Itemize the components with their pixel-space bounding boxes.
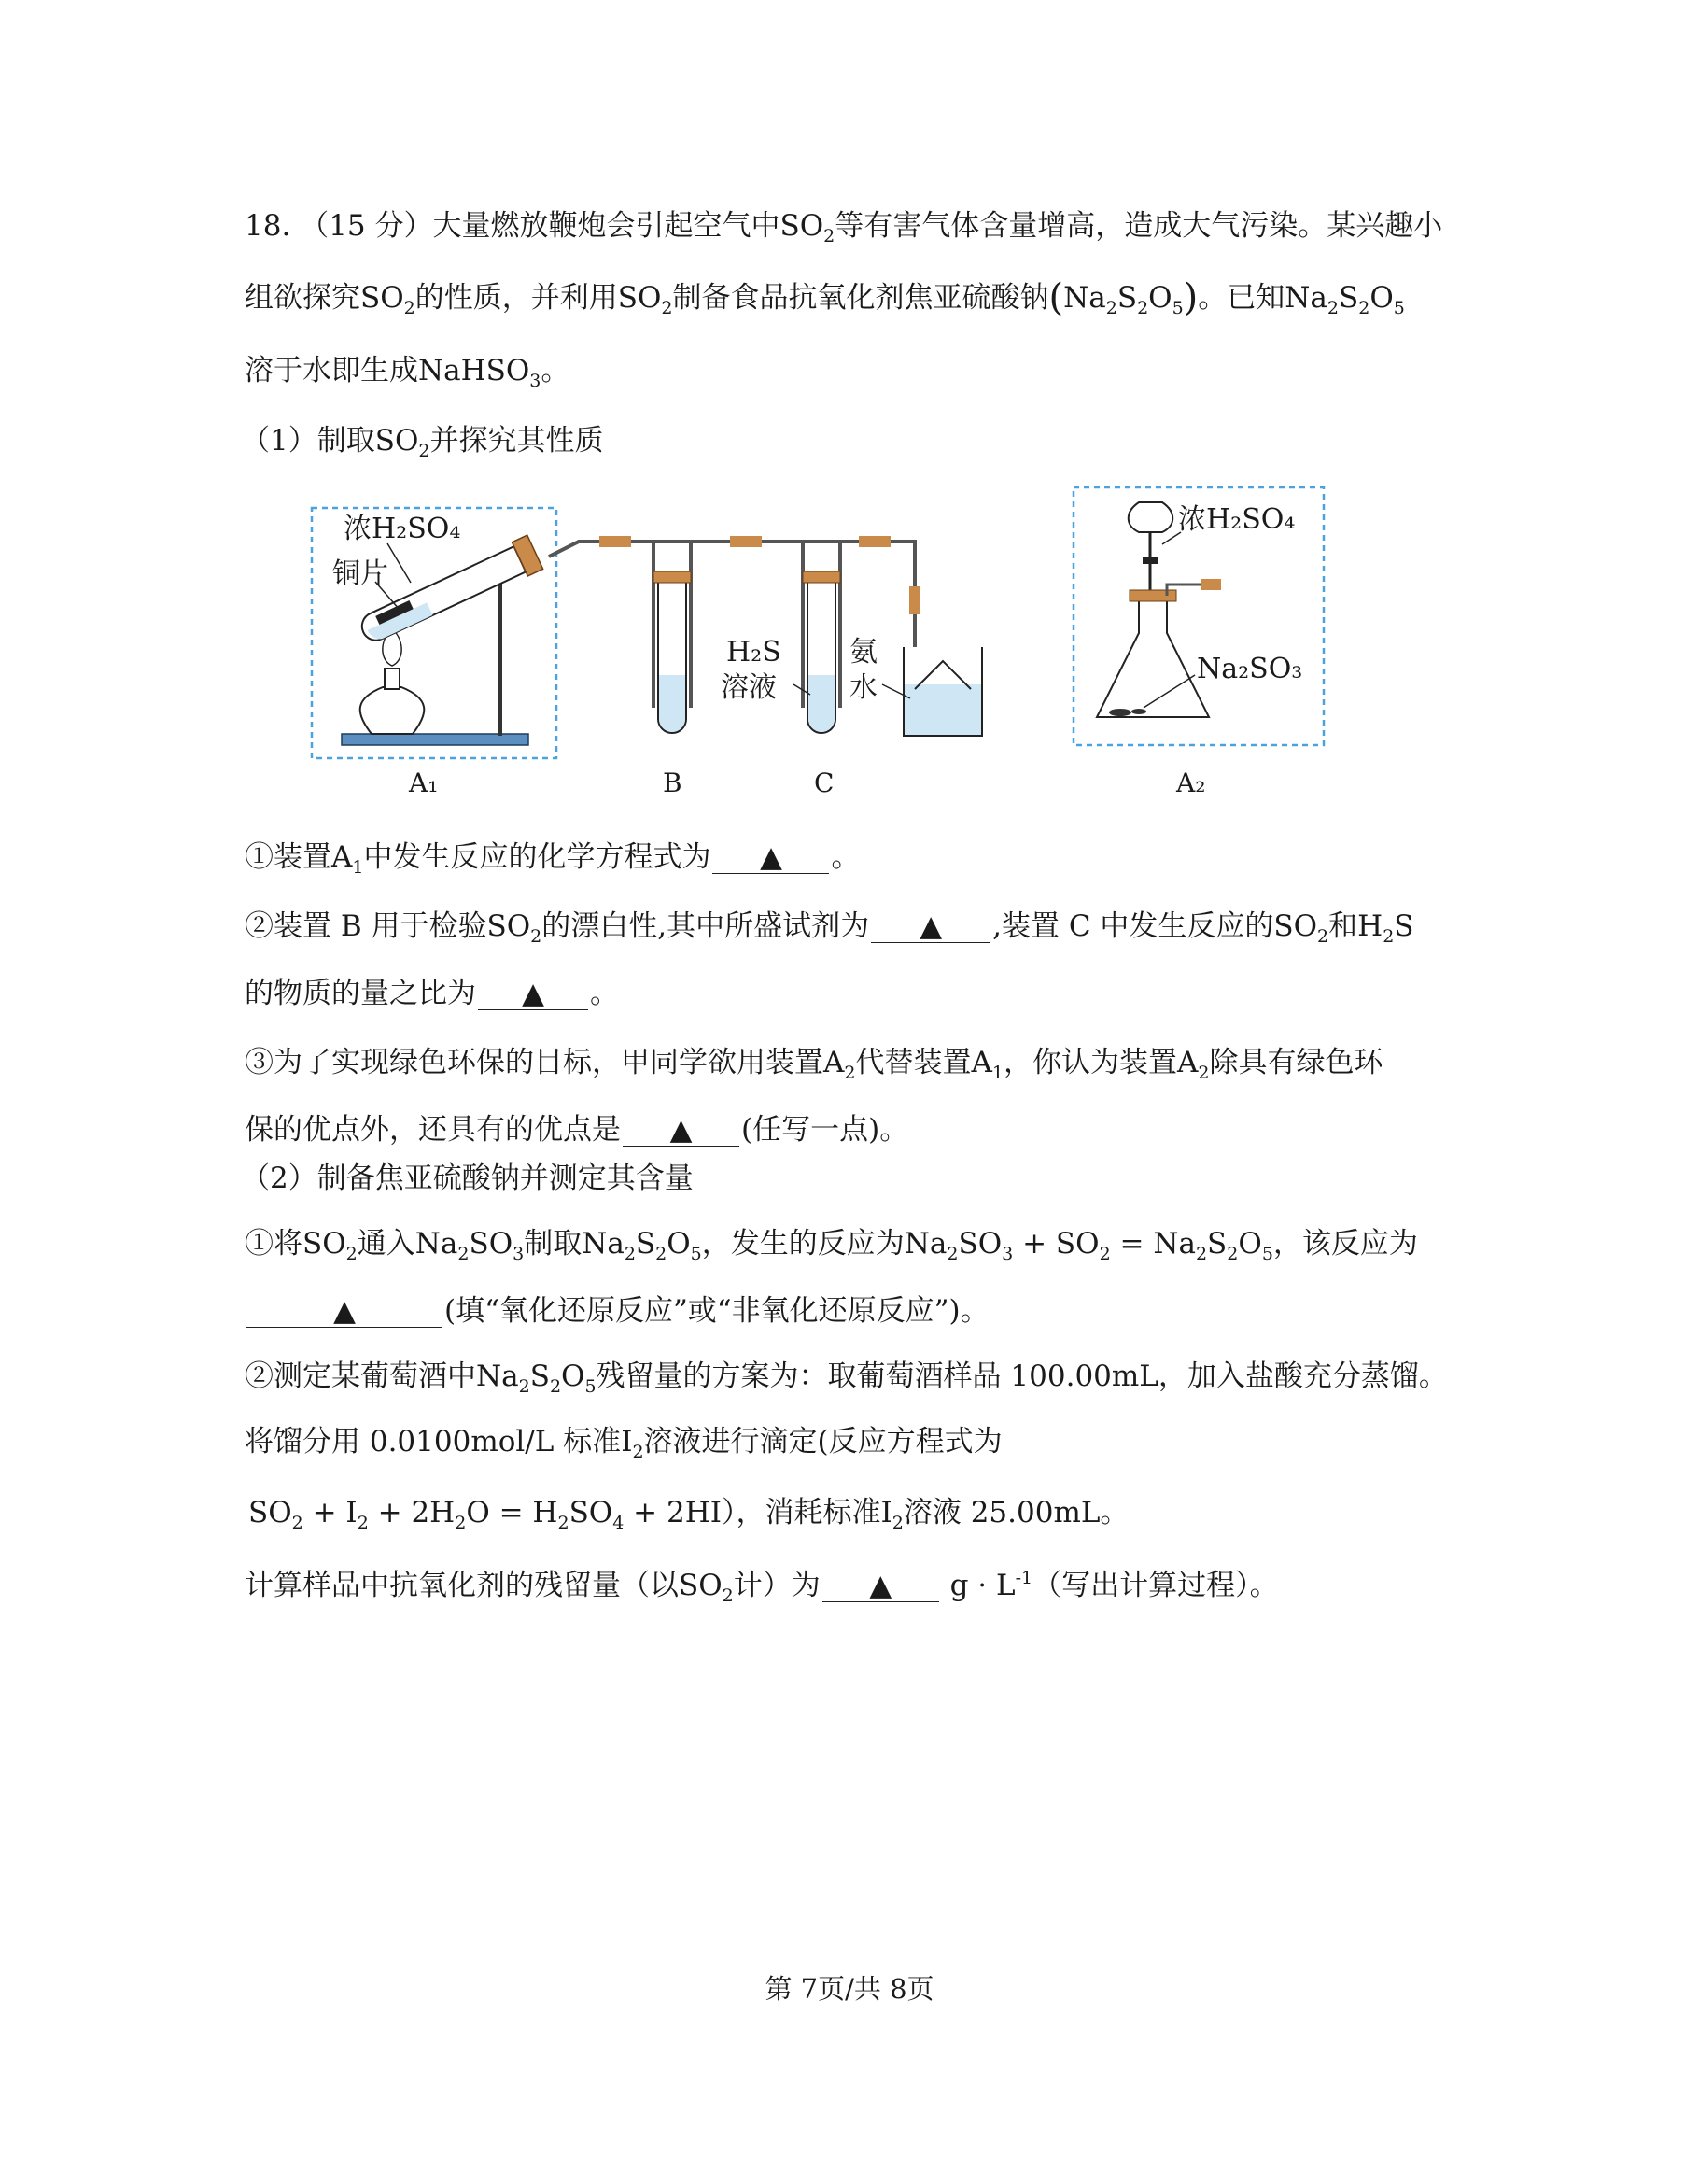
q-text: ②测定某葡萄酒中 — [245, 1360, 476, 1393]
question-score: （15 分） — [300, 209, 433, 243]
q-text: 制取 — [524, 1227, 583, 1261]
q-text: 和 — [1328, 909, 1358, 943]
label-h2s-solution: 溶液 — [721, 671, 777, 704]
q-text: ），消耗标准 — [722, 1496, 881, 1529]
answer-blank[interactable]: ▲ — [871, 910, 990, 943]
tube-c-liquid — [808, 675, 835, 732]
solid-na2so3 — [1109, 709, 1131, 716]
dropping-funnel — [1129, 502, 1173, 532]
answer-blank[interactable]: ▲ — [246, 1295, 442, 1328]
p1-q2: ②装置 B 用于检验$SO_2$的漂白性,其中所盛试剂为 ▲ ,装置 C 中发生反应的$SO_2$和$H_2S$ — [245, 909, 1414, 947]
q-text: 保的优点外，还具有的优点是 — [245, 1113, 621, 1147]
q-text: ①将 — [245, 1227, 302, 1261]
lamp-wick-holder — [385, 669, 400, 689]
stopper-b — [653, 571, 691, 583]
caption-b: B — [663, 768, 682, 798]
intro-text: 等有害气体含量增高，造成大气污染。某兴趣小 — [835, 209, 1443, 243]
q-text: （写出计算过程）。 — [1032, 1569, 1279, 1602]
p2-q1: ①将$SO_2$通入$Na_2SO_3$制取$Na_2S_2O_5$，发生的反应为$Na_2SO_3 + SO_2 = Na_2S_2O_5$，该反应为 — [245, 1227, 1418, 1264]
q-text: 溶液 25.00mL。 — [903, 1496, 1130, 1529]
intro-text: 的性质，并利用 — [414, 281, 618, 315]
q-text: 的物质的量之比为 — [245, 977, 476, 1010]
p2-q3: 计算样品中抗氧化剂的残留量（以$SO_2$计）为 ▲ $g \cdot L^{-1}$（写出计算过程）。 — [245, 1568, 1279, 1606]
q-text: ，你认为装置 — [1003, 1046, 1177, 1079]
intro-line-2: 组欲探究$SO_2$的性质，并利用$SO_2$制备食品抗氧化剂焦亚硫酸钠$(Na_2S_2O_5)$。已知$Na_2S_2O_5$ — [245, 276, 1405, 319]
intro-text: 。 — [541, 354, 570, 387]
q-text: 计）为 — [733, 1569, 821, 1602]
q-text: 中发生反应的化学方程式为 — [363, 840, 711, 874]
p2-q2: ②测定某葡萄酒中$Na_2S_2O_5$残留量的方案为：取葡萄酒样品 100.00mL，加入盐酸充分蒸馏。 — [245, 1360, 1448, 1397]
intro-text: 。已知 — [1198, 281, 1285, 315]
q-text: ，发生的反应为 — [701, 1227, 905, 1261]
label-copper: 铜片 — [332, 557, 388, 590]
apparatus-diagram — [299, 474, 1344, 810]
p1-q1: ①装置$A_1$中发生反应的化学方程式为 ▲ 。 — [245, 840, 861, 878]
alcohol-lamp — [360, 687, 425, 734]
rubber-joint — [859, 536, 891, 547]
q-text: 。 — [590, 977, 619, 1010]
q-text: 残留量的方案为：取葡萄酒样品 100.00mL，加入盐酸充分蒸馏。 — [596, 1360, 1448, 1393]
question-number: 18. — [245, 209, 291, 243]
page-footer: 第 7页/共 8页 — [765, 1973, 934, 2005]
intro-text: 大量燃放鞭炮会引起空气中 — [432, 209, 780, 243]
stopper-a2 — [1130, 590, 1176, 601]
answer-blank[interactable]: ▲ — [822, 1570, 939, 1602]
p2-q1-cont — [245, 1292, 990, 1330]
p2-q2-cont: 将馏分用 0.0100mol/L 标准$I_2$溶液进行滴定(反应方程式为 — [245, 1425, 1003, 1462]
label-h2s: H₂S — [726, 636, 781, 669]
p1-q3-cont — [245, 1111, 908, 1148]
part1-heading: （1）制取$SO_2$并探究其性质 — [241, 424, 604, 461]
p2-q2-eq: $SO_2 + I_2 + 2H_2O = H_2SO_4 + 2HI$），消耗标准$I_2$溶液 25.00mL。 — [248, 1496, 1130, 1533]
q-text: ，该反应为 — [1272, 1227, 1418, 1261]
answer-blank[interactable]: ▲ — [623, 1114, 739, 1147]
intro-line-3: 溶于水即生成NaHSO$_3$。 — [245, 354, 570, 391]
q-text: ①装置 — [245, 840, 331, 874]
q-text: 的漂白性,其中所盛试剂为 — [541, 909, 870, 943]
caption-a2: A₂ — [1176, 768, 1206, 798]
label-ammonia-1: 氨 — [850, 636, 878, 669]
q-text: ②装置 B 用于检验 — [245, 909, 487, 943]
rubber-joint — [599, 536, 631, 547]
answer-blank[interactable]: ▲ — [712, 841, 829, 874]
p1-q3: ③为了实现绿色环保的目标，甲同学欲用装置$A_2$代替装置$A_1$，你认为装置$A_2$除具有绿色环 — [245, 1046, 1383, 1083]
caption-a1: A₁ — [409, 768, 439, 798]
heading-text: 并探究其性质 — [429, 424, 604, 458]
q-text: 溶液进行滴定(反应方程式为 — [643, 1425, 1003, 1458]
intro-line-1: 18. （15 分）大量燃放鞭炮会引起空气中$SO_2$等有害气体含量增高，造成大气污染。某兴趣小 — [245, 209, 1443, 247]
q-text: 。 — [831, 840, 861, 874]
q-text: 计算样品中抗氧化剂的残留量（以 — [245, 1569, 679, 1602]
intro-text: 组欲探究 — [245, 281, 360, 315]
label-conc-acid-a2: 浓H₂SO₄ — [1178, 503, 1296, 536]
q-text: (任写一点)。 — [741, 1113, 909, 1147]
answer-blank[interactable]: ▲ — [478, 978, 588, 1010]
q-text: 代替装置 — [855, 1046, 972, 1079]
part2-heading: （2）制备焦亚硫酸钠并测定其含量 — [241, 1162, 694, 1195]
beaker-liquid — [905, 684, 981, 735]
q-text: (填“氧化还原反应”或“非氧化还原反应”)。 — [444, 1294, 990, 1328]
conical-flask — [1097, 596, 1209, 717]
label-conc-acid: 浓H₂SO₄ — [344, 513, 461, 545]
q-text: ③为了实现绿色环保的目标，甲同学欲用装置 — [245, 1046, 823, 1079]
q-text: 通入 — [357, 1227, 415, 1261]
intro-text: 溶于水即生成 — [245, 354, 418, 387]
q-text: 除具有绿色环 — [1209, 1046, 1383, 1079]
p1-q2-cont — [245, 975, 619, 1012]
rubber-joint — [730, 536, 762, 547]
stopper-c — [803, 571, 840, 583]
caption-c: C — [814, 768, 835, 798]
label-ammonia-2: 水 — [850, 671, 878, 704]
label-na2so3: Na₂SO₃ — [1197, 653, 1303, 685]
tube-b-liquid — [659, 675, 685, 732]
intro-text: 制备食品抗氧化剂焦亚硫酸钠 — [672, 281, 1049, 315]
heading-text: （1）制取 — [241, 424, 375, 458]
rubber-joint — [909, 586, 920, 614]
q-text: 将馏分用 0.0100mol/L 标准 — [245, 1425, 622, 1458]
q-text: ,装置 C 中发生反应的 — [992, 909, 1274, 943]
